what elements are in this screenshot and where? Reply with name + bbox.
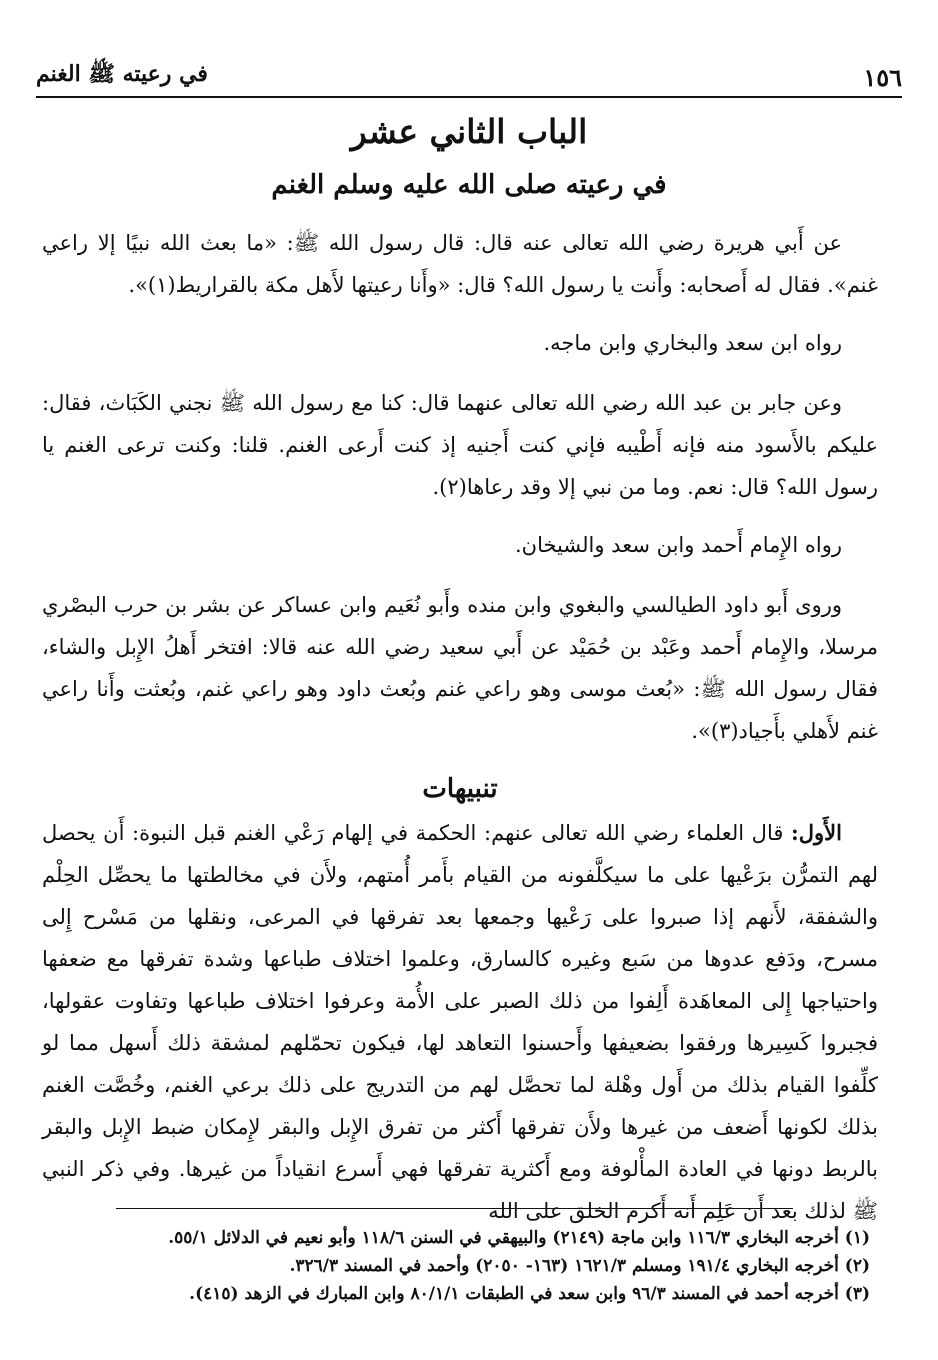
header-rule — [36, 96, 902, 98]
source-note-1: رواه ابن سعد والبخاري وابن ماجه. — [543, 331, 842, 355]
paragraph-abu-hurayra: عن أَبي هريرة رضي الله تعالى عنه قال: قال رسول الله ﷺ: «ما بعث الله نبيًا إلا راعي غنم». فقال له أَصحابه: وأَنت يا رسول الله؟ قال: «وأَنا رعيتها لأَهل مكة بالقراريط(١)». — [42, 231, 878, 297]
paragraph-jabir: وعن جابر بن عبد الله رضي الله تعالى عنهما قال: كنا مع رسول الله ﷺ نجني الكَبَاث، فقال: عليكم بالأَسود منه فإنه أَطْيبه فإني كنت أَجنيه إذ كنت أَرعى الغنم. قلنا: وكنت ترعى الغنم يا رسول الله؟ قال: نعم. وما من نبي إلا وقد رعاها(٢). — [42, 391, 878, 499]
running-header — [36, 52, 902, 92]
source-note-2: رواه الإِمام أَحمد وابن سعد والشيخان. — [515, 533, 842, 557]
paragraph-first-note — [42, 812, 878, 1232]
chapter-subtitle: في رعيته صلى الله عليه وسلم الغنم — [271, 170, 667, 200]
first-note-lead: الأَول: — [791, 820, 842, 845]
chapter-title: الباب الثاني عشر — [350, 112, 588, 151]
page-number: ١٥٦ — [863, 63, 902, 92]
first-note-text: قال العلماء رضي الله تعالى عنهم: الحكمة في إلهام رَعْي الغنم قبل النبوة: أَن يحصل لهم التمرُّن برَعْيها على ما سيكلَّفونه من القيام بأَمر أُمتهم، ولأَن في مخالطتها ما يحصِّل الحِلْم والشفقة، لأَنهم إذا صبروا على رَعْيها وجمعها بعد تفرقها في المرعى، ونقلها من مَسْرح إِلى مسرح، ودَفع عدوها من سَبع وغيره كالسارق، وعلموا اختلاف طباعها وشدة تفرقها مع ضعفها واحتياجها إِلى المعاهَدة أَلِفوا من ذلك الصبر على الأُمة وعرفوا اختلاف طباعها وتفاوت عقولها، فجبروا كَسِيرها ورفقوا بضعيفها وأَحسنوا التعاهد لها، فيكون تحمّلهم لمشقة ذلك أَسهل مما لو كلِّفوا القيام بذلك من أَول وهْلة لما تحصَّل لهم من التدريج على ذلك برعي الغنم، وخُصَّت الغنم بذلك لكونها أَضعف من غيرها ولأَن تفرقها أَكثر من تفرق الإِبل والبقر لإِمكان ضبط الإِبل والبقر بالربط دونها في العادة المأْلوفة ومع أَكثرية تفرقها فهي أَسرع انقياداً من غيرها. وفي ذكر النبي ﷺ لذلك بعد أَن عَلِم أَنه أَكرم الخلق على الله — [42, 821, 878, 1223]
paragraph-narrations: وروى أَبو داود الطيالسي والبغوي وابن منده وأَبو نُعَيم وابن عساكر عن بشر بن حرب البصْري مرسلا، والإِمام أَحمد وعَبْد بن حُمَيْد عن أَبي سعيد رضي الله عنه قالا: افتخر أَهلُ الإِبل والشاء، فقال رسول الله ﷺ: «بُعث موسى وهو راعي غنم وبُعث داود وهو راعي غنم، وبُعثت وأَنا راعي غنم لأَهلي بأَجياد(٣)». — [42, 593, 878, 743]
footnote-1: (١) أخرجه البخاري ١١٦/٣ وابن ماجة (٢١٤٩) والبيهقي في السنن ١١٨/٦ وأبو نعيم في الدلائل ٥٥/١. — [168, 1228, 870, 1248]
footnotes — [60, 1224, 870, 1308]
footnote-2: (٢) أخرجه البخاري ١٩١/٤ ومسلم ١٦٢١/٣ (١٦٣- ٢٠٥٠) وأحمد في المسند ٣٢٦/٣. — [289, 1256, 870, 1276]
body-text — [42, 222, 878, 1248]
footnote-3: (٣) أخرجه أحمد في المسند ٩٦/٣ وابن سعد في الطبقات ٨٠/١/١ وابن المبارك في الزهد (٤١٥). — [189, 1284, 870, 1304]
section-heading: تنبيهات — [422, 774, 498, 804]
running-title: في رعيته ﷺ الغنم — [36, 61, 208, 87]
footnote-rule — [116, 1208, 793, 1209]
